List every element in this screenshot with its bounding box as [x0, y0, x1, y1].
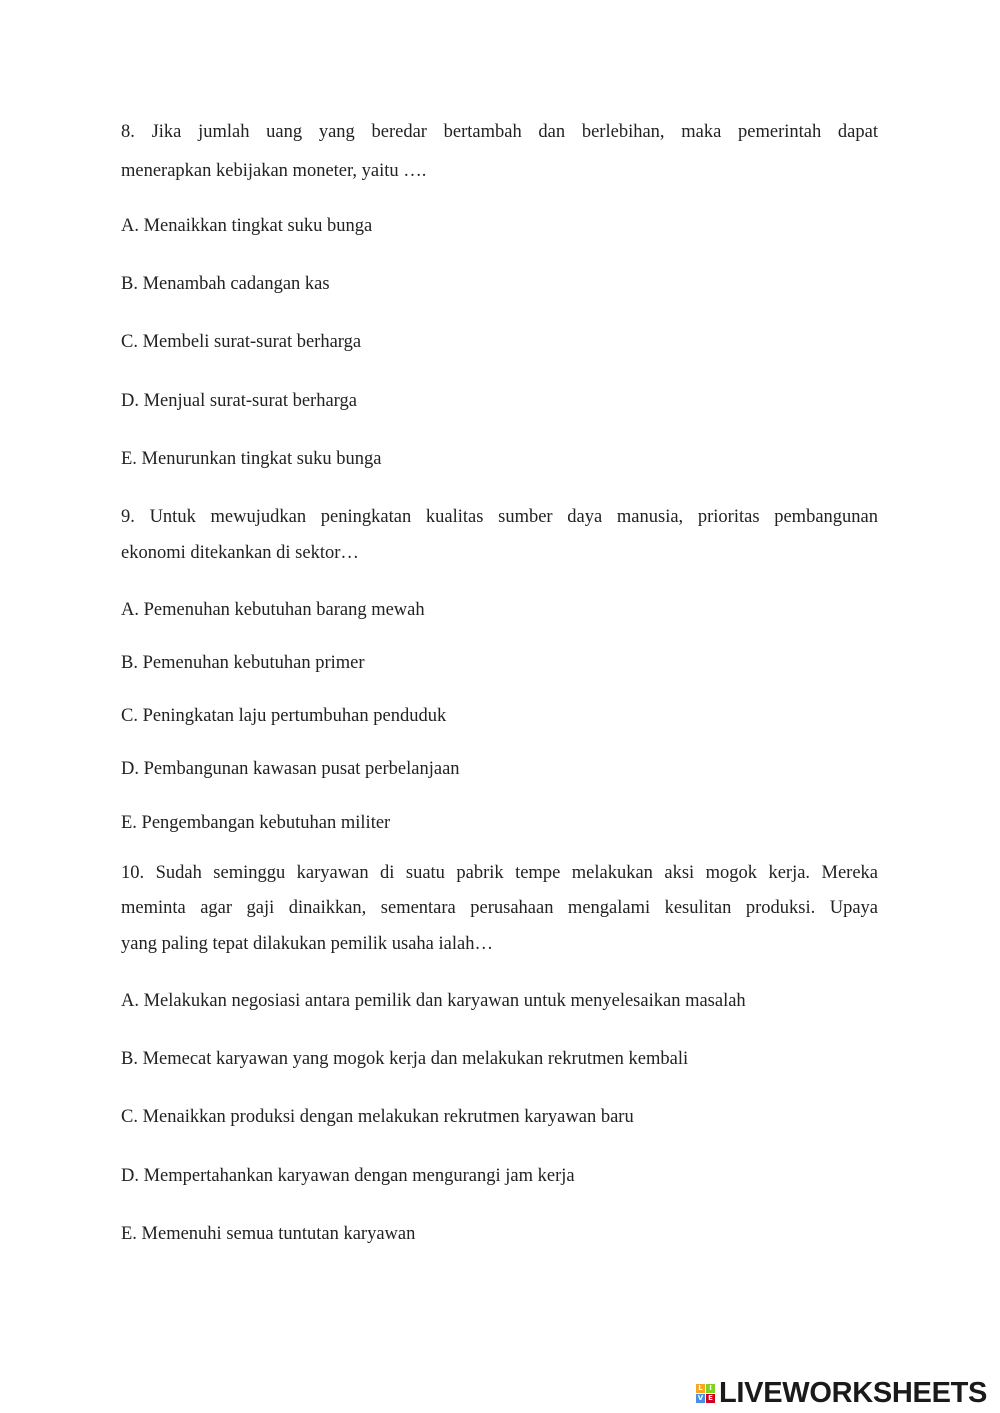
liveworksheets-wordmark: LIVEWORKSHEETS	[719, 1377, 988, 1409]
question-10-option-d[interactable]: D. Mempertahankan karyawan dengan mengurangi jam kerja	[121, 1166, 575, 1186]
question-10-option-e[interactable]: E. Memenuhi semua tuntutan karyawan	[121, 1224, 416, 1244]
question-9-option-d[interactable]: D. Pembangunan kawasan pusat perbelanjaan	[121, 759, 460, 779]
question-10-stem-line-2: meminta agar gaji dinaikkan, sementara perusahaan mengalami kesulitan produksi. Upaya	[121, 898, 878, 918]
question-8-stem-line-2: menerapkan kebijakan moneter, yaitu ….	[121, 161, 427, 181]
question-10-option-b[interactable]: B. Memecat karyawan yang mogok kerja dan melakukan rekrutmen kembali	[121, 1049, 689, 1069]
question-9-stem-line-1: 9. Untuk mewujudkan peningkatan kualitas sumber daya manusia, prioritas pembangunan	[121, 507, 878, 527]
question-8-option-b[interactable]: B. Menambah cadangan kas	[121, 274, 330, 294]
logo-cell-i: I	[706, 1384, 715, 1393]
question-9-option-b[interactable]: B. Pemenuhan kebutuhan primer	[121, 653, 365, 673]
question-10-stem-line-3: yang paling tepat dilakukan pemilik usaha ialah…	[121, 934, 493, 954]
logo-cell-v: V	[697, 1393, 704, 1402]
question-9-option-a[interactable]: A. Pemenuhan kebutuhan barang mewah	[121, 600, 425, 620]
question-9-stem-line-2: ekonomi ditekankan di sektor…	[121, 543, 359, 563]
question-8-stem-line-1: 8. Jika jumlah uang yang beredar bertambah dan berlebihan, maka pemerintah dapat	[121, 122, 878, 142]
question-9-option-e[interactable]: E. Pengembangan kebutuhan militer	[121, 813, 391, 833]
liveworksheets-logo-icon	[696, 1384, 715, 1403]
logo-cell-e: E	[706, 1394, 715, 1403]
question-8-option-c[interactable]: C. Membeli surat-surat berharga	[121, 332, 362, 352]
question-10-option-c[interactable]: C. Menaikkan produksi dengan melakukan rekrutmen karyawan baru	[121, 1107, 634, 1127]
logo-cell-l: L	[696, 1384, 705, 1393]
question-8-option-a[interactable]: A. Menaikkan tingkat suku bunga	[121, 216, 373, 236]
liveworksheets-watermark	[696, 1377, 987, 1409]
question-8-option-d[interactable]: D. Menjual surat-surat berharga	[121, 391, 357, 411]
question-8-option-e[interactable]: E. Menurunkan tingkat suku bunga	[121, 449, 382, 469]
question-10-option-a[interactable]: A. Melakukan negosiasi antara pemilik dan karyawan untuk menyelesaikan masalah	[121, 991, 746, 1011]
question-10-stem-line-1: 10. Sudah seminggu karyawan di suatu pabrik tempe melakukan aksi mogok kerja. Mereka	[121, 863, 878, 883]
question-9-option-c[interactable]: C. Peningkatan laju pertumbuhan penduduk	[121, 706, 447, 726]
